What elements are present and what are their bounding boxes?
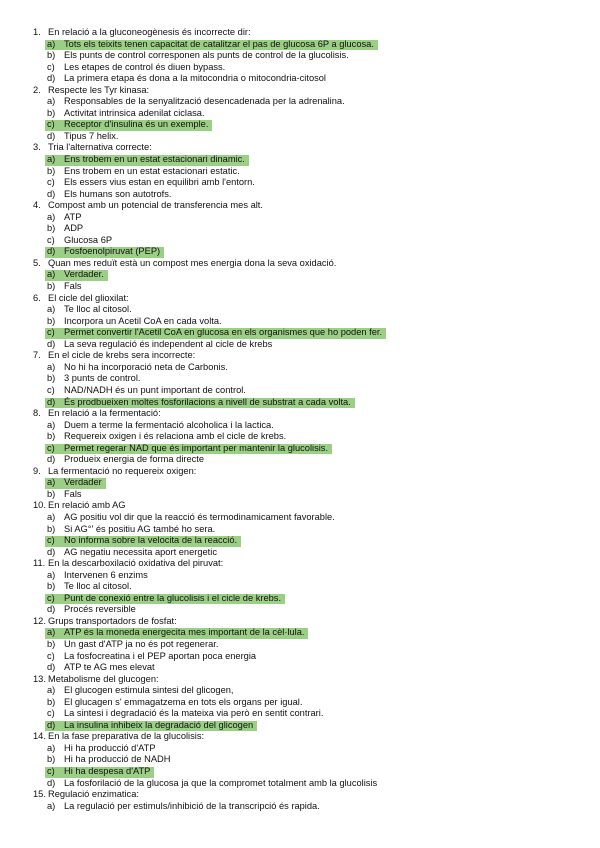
option-text: La seva regulació és independent al cicle de krebs bbox=[64, 338, 273, 349]
option-text: El glucagen s' emmagatzema en tots els organs per igual. bbox=[64, 696, 303, 707]
option-correct-highlighted bbox=[30, 593, 590, 605]
option-letter: b) bbox=[47, 315, 56, 326]
option-text: Un gast d'ATP ja no és pot regenerar. bbox=[64, 638, 219, 649]
question-text: En relació amb AG bbox=[48, 500, 126, 511]
option bbox=[30, 177, 590, 189]
option-letter: b) bbox=[47, 696, 56, 707]
option bbox=[30, 385, 590, 397]
option-letter: d) bbox=[47, 777, 56, 788]
question-number: 10. bbox=[33, 500, 46, 511]
option-text: Te lloc al citosol. bbox=[64, 581, 132, 592]
question-number: 2. bbox=[33, 84, 41, 95]
option bbox=[30, 362, 590, 374]
option-letter: c) bbox=[47, 327, 55, 338]
question-number: 13. bbox=[33, 673, 46, 684]
question-text: Compost amb un potencial de transferencia mes alt. bbox=[48, 200, 263, 211]
option bbox=[30, 108, 590, 120]
option bbox=[30, 754, 590, 766]
question-1 bbox=[30, 27, 590, 39]
option-text: Els humans son autotrofs. bbox=[64, 188, 172, 199]
option-text: Verdader. bbox=[64, 269, 104, 280]
option-correct-highlighted bbox=[30, 246, 590, 258]
option-letter: c) bbox=[47, 766, 55, 776]
question-number: 5. bbox=[33, 257, 41, 268]
question-text: Regulació enzimatica: bbox=[48, 789, 139, 800]
option-text: ADP bbox=[64, 223, 84, 234]
option-letter: d) bbox=[47, 454, 56, 465]
option-letter: b) bbox=[47, 107, 56, 118]
option bbox=[30, 604, 590, 616]
option-letter: b) bbox=[47, 50, 56, 61]
option-text: Punt de conexió entre la glucolisis i el cicle de krebs. bbox=[64, 592, 282, 603]
option-text: Activitat intrinsica adenilat ciclasa. bbox=[64, 107, 205, 118]
option bbox=[30, 489, 590, 501]
option-text: Hi ha producció de NADH bbox=[64, 754, 171, 765]
option-letter: a) bbox=[47, 211, 56, 222]
option bbox=[30, 801, 590, 813]
option bbox=[30, 662, 590, 674]
option-letter: c) bbox=[47, 119, 55, 130]
option-text: Les etapes de control és diuen bypass. bbox=[64, 61, 226, 72]
question-text: El cicle del glioxilat: bbox=[48, 292, 129, 303]
option-text: La sintesi i degradació és la mateixa via però en sentit contrari. bbox=[64, 708, 324, 719]
option-text: AG positiu vol dir que la reacció és termodinamicament favorable. bbox=[64, 511, 335, 522]
option-text: Incorpora un Acetil CoA en cada volta. bbox=[64, 315, 222, 326]
option-text: Permet convertir l'Acetil CoA en glucosa en els organismes que ho poden fer. bbox=[64, 327, 383, 338]
option-text: És prodbueixen moltes fosforilacions a nivell de substrat a cada volta. bbox=[64, 396, 351, 407]
option bbox=[30, 96, 590, 108]
option-text: Procés reversible bbox=[64, 604, 136, 615]
question-number: 12. bbox=[33, 615, 46, 626]
option-text: Tipus 7 helix. bbox=[64, 130, 119, 141]
option-letter: d) bbox=[47, 604, 56, 615]
option-text: ATP bbox=[64, 211, 82, 222]
question-7 bbox=[30, 350, 590, 362]
option-text: Fals bbox=[64, 488, 82, 499]
question-text: En la descarboxilació oxidativa del piruvat: bbox=[48, 558, 224, 569]
question-text: Grups transportadors de fosfat: bbox=[48, 615, 177, 626]
option-letter: d) bbox=[47, 338, 56, 349]
option-text: Si AG°' és positiu AG també ho sera. bbox=[64, 523, 216, 534]
question-text: En relació a la gluconeogènesis és incorrecte dir: bbox=[48, 27, 251, 37]
option-text: Fosfoenolpiruvat (PEP) bbox=[64, 246, 161, 257]
option-letter: c) bbox=[47, 650, 55, 661]
option bbox=[30, 304, 590, 316]
option-correct-highlighted bbox=[30, 154, 590, 166]
option-text: El glucogen estimula sintesi del glicogen, bbox=[64, 685, 234, 696]
option bbox=[30, 581, 590, 593]
question-number: 3. bbox=[33, 142, 41, 153]
question-2 bbox=[30, 85, 590, 97]
question-text: Metabolisme del glucogen: bbox=[48, 673, 159, 684]
question-9 bbox=[30, 466, 590, 478]
option-letter: a) bbox=[47, 569, 56, 580]
option bbox=[30, 131, 590, 143]
option bbox=[30, 524, 590, 536]
option-text: Intervenen 6 enzims bbox=[64, 569, 148, 580]
question-10 bbox=[30, 500, 590, 512]
option-letter: a) bbox=[47, 361, 56, 372]
option bbox=[30, 570, 590, 582]
question-number: 6. bbox=[33, 292, 41, 303]
question-text: En relació a la fermentació: bbox=[48, 408, 161, 419]
question-number: 15. bbox=[33, 789, 46, 800]
question-number: 4. bbox=[33, 200, 41, 211]
option-letter: c) bbox=[47, 442, 55, 453]
option-correct-highlighted bbox=[30, 397, 590, 409]
option-letter: b) bbox=[47, 431, 56, 442]
option-letter: c) bbox=[47, 177, 55, 188]
option-text: Te lloc al citosol. bbox=[64, 304, 132, 315]
question-11 bbox=[30, 558, 590, 570]
question-5 bbox=[30, 258, 590, 270]
option-letter: a) bbox=[47, 96, 56, 107]
option-text: La regulació per estimuls/inhibició de la transcripció és rapida. bbox=[64, 800, 320, 811]
option bbox=[30, 778, 590, 790]
option-letter: a) bbox=[47, 304, 56, 315]
option-letter: c) bbox=[47, 708, 55, 719]
option-letter: d) bbox=[47, 662, 56, 673]
option bbox=[30, 235, 590, 247]
option-text: Verdader bbox=[64, 477, 102, 488]
option bbox=[30, 62, 590, 74]
option bbox=[30, 431, 590, 443]
question-12 bbox=[30, 616, 590, 628]
option-letter: d) bbox=[47, 73, 56, 84]
option-letter: a) bbox=[47, 38, 56, 49]
option bbox=[30, 697, 590, 709]
option-text: Els essers vius estan en equilibri amb l'entorn. bbox=[64, 177, 255, 188]
option bbox=[30, 685, 590, 697]
option bbox=[30, 73, 590, 85]
question-text: En la fase preparativa de la glucolisis: bbox=[48, 731, 205, 742]
option-text: ATP és la moneda energecita mes important de la cèl·lula. bbox=[64, 627, 305, 638]
question-number: 9. bbox=[33, 465, 41, 476]
question-3 bbox=[30, 142, 590, 154]
option-letter: a) bbox=[47, 269, 56, 280]
option-text: Duem a terme la fermentació alcoholica i la lactica. bbox=[64, 419, 274, 430]
option-text: Fals bbox=[64, 281, 82, 292]
option-text: Hi ha despesa d'ATP bbox=[64, 766, 151, 776]
option-text: Responsables de la senyalització desencadenada per la adrenalina. bbox=[64, 96, 345, 107]
option-correct-highlighted bbox=[30, 766, 590, 778]
option-letter: d) bbox=[47, 246, 56, 257]
question-number: 7. bbox=[33, 350, 41, 361]
option-letter: b) bbox=[47, 488, 56, 499]
option bbox=[30, 223, 590, 235]
question-number: 8. bbox=[33, 408, 41, 419]
option-text: ATP te AG mes elevat bbox=[64, 662, 155, 673]
option-text: Ens trobem en un estat estacionari dinamic. bbox=[64, 154, 245, 165]
question-number: 1. bbox=[33, 27, 41, 37]
option bbox=[30, 166, 590, 178]
option bbox=[30, 189, 590, 201]
option-text: La fosforilació de la glucosa ja que la compromet totalment amb la glucolisis bbox=[64, 777, 378, 788]
option-letter: a) bbox=[47, 685, 56, 696]
option bbox=[30, 743, 590, 755]
option bbox=[30, 708, 590, 720]
option-text: No informa sobre la velocita de la reacció. bbox=[64, 535, 238, 546]
option bbox=[30, 420, 590, 432]
option-letter: d) bbox=[47, 396, 56, 407]
option-text: Permet regerar NAD que és important per mantenir la glucolisis. bbox=[64, 442, 329, 453]
question-6 bbox=[30, 293, 590, 305]
option-text: Els punts de control corresponen als punts de control de la glucolisis. bbox=[64, 50, 349, 61]
option bbox=[30, 212, 590, 224]
option-letter: b) bbox=[47, 223, 56, 234]
question-number: 11. bbox=[33, 558, 46, 569]
option-text: Receptor d'insulina és un exemple. bbox=[64, 119, 209, 130]
option-correct-highlighted bbox=[30, 39, 590, 51]
option-letter: d) bbox=[47, 546, 56, 557]
option-text: La primera etapa és dona a la mitocondria o mitocondria-citosol bbox=[64, 73, 327, 84]
option bbox=[30, 512, 590, 524]
option-letter: c) bbox=[47, 592, 55, 603]
question-text: Tria l'alternativa correcte: bbox=[48, 142, 152, 153]
option bbox=[30, 547, 590, 559]
question-text: La fermentació no requereix oxigen: bbox=[48, 465, 197, 476]
option-letter: a) bbox=[47, 419, 56, 430]
option-text: Tots els teixits tenen capacitat de catalitzar el pas de glucosa 6P a glucosa. bbox=[64, 38, 374, 49]
option-correct-highlighted bbox=[30, 327, 590, 339]
option bbox=[30, 373, 590, 385]
question-text: Respecte les Tyr kinasa: bbox=[48, 84, 150, 95]
option-text: Ens trobem en un estat estacionari estatic. bbox=[64, 165, 240, 176]
option-text: La insulina inhibeix la degradació del glicogen bbox=[64, 719, 254, 730]
option-text: Glucosa 6P bbox=[64, 234, 113, 245]
option bbox=[30, 50, 590, 62]
option-letter: b) bbox=[47, 581, 56, 592]
option-correct-highlighted bbox=[30, 477, 590, 489]
question-text: Quan mes reduït està un compost mes energia dona la seva oxidació. bbox=[48, 257, 337, 268]
option-letter: b) bbox=[47, 373, 56, 384]
question-13 bbox=[30, 674, 590, 686]
option-letter: c) bbox=[47, 384, 55, 395]
option-letter: a) bbox=[47, 742, 56, 753]
option-text: La fosfocreatina i el PEP aportan poca energia bbox=[64, 650, 257, 661]
question-14 bbox=[30, 731, 590, 743]
option-letter: a) bbox=[47, 477, 56, 488]
option bbox=[30, 339, 590, 351]
option-letter: a) bbox=[47, 154, 56, 165]
option-text: No hi ha incorporació neta de Carbonis. bbox=[64, 361, 228, 372]
option-correct-highlighted bbox=[30, 269, 590, 281]
question-text: En el cicle de krebs sera incorrecte: bbox=[48, 350, 196, 361]
option-correct-highlighted bbox=[30, 720, 590, 732]
option-letter: d) bbox=[47, 130, 56, 141]
option-text: NAD/NADH és un punt important de control. bbox=[64, 384, 246, 395]
option-letter: c) bbox=[47, 535, 55, 546]
option-correct-highlighted bbox=[30, 443, 590, 455]
option-text: AG negatiu necessita aport energetic bbox=[64, 546, 217, 557]
option bbox=[30, 281, 590, 293]
option-letter: b) bbox=[47, 754, 56, 765]
option-letter: d) bbox=[47, 188, 56, 199]
option-letter: c) bbox=[47, 234, 55, 245]
question-15 bbox=[30, 789, 590, 801]
option-letter: b) bbox=[47, 638, 56, 649]
option-letter: b) bbox=[47, 165, 56, 176]
quiz-document bbox=[30, 27, 590, 812]
option-text: Produeix energia de forma directe bbox=[64, 454, 205, 465]
option-letter: d) bbox=[47, 719, 56, 730]
option-letter: a) bbox=[47, 800, 56, 811]
option-text: Requereix oxigen i és relaciona amb el cicle de krebs. bbox=[64, 431, 287, 442]
question-4 bbox=[30, 200, 590, 212]
option-correct-highlighted bbox=[30, 627, 590, 639]
option bbox=[30, 651, 590, 663]
option-letter: c) bbox=[47, 61, 55, 72]
option-letter: a) bbox=[47, 627, 56, 638]
option bbox=[30, 454, 590, 466]
option-letter: b) bbox=[47, 281, 56, 292]
option-letter: a) bbox=[47, 511, 56, 522]
option-correct-highlighted bbox=[30, 535, 590, 547]
question-number: 14. bbox=[33, 731, 46, 742]
option-text: 3 punts de control. bbox=[64, 373, 141, 384]
option-letter: b) bbox=[47, 523, 56, 534]
option-text: Hi ha producció d'ATP bbox=[64, 742, 156, 753]
option bbox=[30, 639, 590, 651]
option-correct-highlighted bbox=[30, 119, 590, 131]
question-8 bbox=[30, 408, 590, 420]
option bbox=[30, 316, 590, 328]
